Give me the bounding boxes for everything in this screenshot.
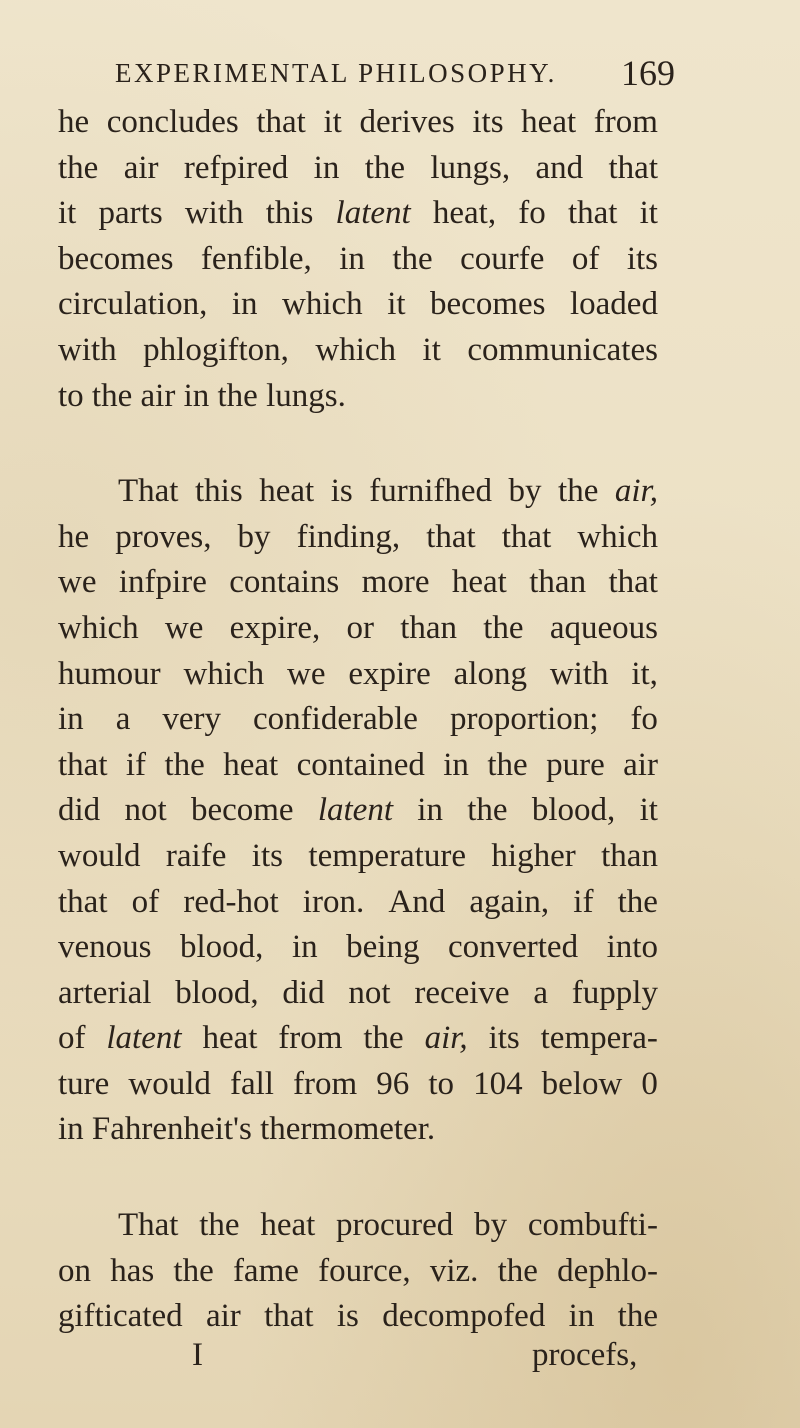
word: contains [229,564,340,601]
word: if [125,746,147,783]
word: fupply [571,974,658,1011]
word: procured [336,1207,454,1244]
word: which [58,609,139,646]
word: latent [317,792,393,829]
word: heat [202,1020,258,1057]
word: in [58,1111,84,1148]
word: loaded [569,286,658,323]
text-line [58,469,658,515]
word: parts [98,195,163,232]
word: by [474,1207,508,1244]
word: fame [232,1252,299,1289]
word: that [501,518,552,555]
word: fall [229,1065,274,1102]
running-title: EXPERIMENTAL PHILOSOPHY. [115,58,557,88]
word: That [118,473,179,510]
word: the [164,746,205,783]
word: a [115,701,131,738]
word: in [339,240,365,277]
paragraph [58,1203,658,1340]
word: heat [259,473,315,510]
word: latent [335,195,411,232]
word: heat [451,564,507,601]
text-line [58,328,658,374]
word: refpired [183,149,289,186]
word: dephlo- [557,1252,658,1289]
text-line [58,1016,658,1062]
word: not [124,792,167,829]
word: thermometer. [260,1111,436,1148]
word: that [567,195,618,232]
word: which [577,518,658,555]
word: pure [546,746,605,783]
text-line [58,1203,658,1249]
text-line [58,100,658,146]
text-line [58,146,658,192]
word: courfe [460,240,545,277]
word: become [190,792,294,829]
word: heat [260,1207,316,1244]
word: the [199,1207,240,1244]
word: its [626,240,658,277]
text-line [58,925,658,971]
word: its [488,1020,520,1057]
word: temperature [308,837,466,874]
word: would [58,837,141,874]
word: venous [58,929,152,966]
word: that [608,149,658,186]
word: this [265,195,314,232]
word: did [282,974,325,1011]
word: being [346,929,420,966]
word: in [417,792,443,829]
word: it [639,195,658,232]
word: the [364,149,406,186]
word: did [58,792,101,829]
text-line [58,560,658,606]
text-line [58,743,658,789]
word: the [483,609,524,646]
word: air [623,746,658,783]
word: ture [58,1065,110,1102]
word: that [256,104,306,140]
word: 104 [473,1065,523,1102]
word: concludes [106,104,239,140]
word: raife [165,837,227,874]
text-line [58,1107,658,1153]
word: if [573,883,594,920]
word: arterial [58,974,152,1011]
word: that [608,564,658,601]
text-line [58,374,658,420]
word: air [123,149,159,186]
word: the [58,149,99,186]
text-line [58,971,658,1017]
word: in [183,377,210,414]
word: it [639,792,658,829]
word: becomes [430,286,546,323]
word: becomes [58,240,174,277]
word: infpire [118,564,207,601]
word: is [336,1298,359,1335]
word: confiderable [253,701,418,738]
word: furnifhed [369,473,493,510]
word: not [348,974,391,1011]
word: the [363,1020,404,1057]
word: from [278,1020,343,1057]
word: on [58,1252,91,1289]
word: the [487,746,528,783]
text-line [58,1062,658,1108]
word: it, [631,655,658,692]
word: that [264,1298,314,1335]
word: proportion; [449,701,599,738]
word: the [467,792,508,829]
word: lungs, [430,149,511,186]
text-line [58,788,658,834]
word: lungs. [266,377,346,414]
word: heat, [432,195,497,232]
word: the [617,883,658,920]
word: very [162,701,221,738]
word: again, [469,883,550,920]
word: its [472,104,504,140]
word: of [58,1020,86,1057]
word: air [140,377,176,414]
word: from [293,1065,358,1102]
word: that [58,746,108,783]
word: And [388,883,446,920]
word: he [58,518,90,555]
word: we [164,609,204,646]
word: heat [223,746,279,783]
word: a [533,974,549,1011]
word: the [91,377,133,414]
word: in [313,149,340,186]
word: to [428,1065,455,1102]
word: it [422,331,441,368]
word: latent [106,1020,182,1057]
word: we [287,655,326,692]
word: finding, [296,518,401,555]
word: humour [58,655,161,692]
word: viz. [429,1252,479,1289]
word: blood, [180,929,264,966]
text-line [58,606,658,652]
word: it [387,286,406,323]
word: in [568,1298,595,1335]
word: 96 [376,1065,410,1102]
word: to [58,377,84,414]
word: more [361,564,430,601]
word: in [58,701,84,738]
word: or [346,609,374,646]
text-line [58,282,658,328]
word: in [443,746,469,783]
word: tempera- [540,1020,658,1057]
word: heat [521,104,577,140]
word: proves, [115,518,212,555]
word: its [251,837,283,874]
word: expire, [229,609,321,646]
word: in [291,929,318,966]
word: communicates [467,331,658,368]
paragraph [58,469,658,1153]
word: would [128,1065,211,1102]
word: by [237,518,271,555]
word: air, [614,473,658,510]
text-line [58,652,658,698]
word: iron. [302,883,365,920]
word: he [58,104,90,140]
word: derives [359,104,455,140]
word: is [330,473,353,510]
signature-mark: I [192,1337,203,1373]
word: from [593,104,658,140]
word: Fahrenheit's [91,1111,252,1148]
word: fo [518,195,546,232]
body-text [58,100,658,1340]
word: combufti- [527,1207,658,1244]
catchword: procefs, [532,1337,638,1373]
word: than [400,609,458,646]
word: we [58,564,97,601]
word: this [195,473,243,510]
word: air [205,1298,241,1335]
word: gifticated [58,1298,183,1335]
word: which [183,655,265,692]
word: which [315,331,397,368]
word: blood, [175,974,259,1011]
text-line [58,515,658,561]
word: converted [447,929,579,966]
word: has [110,1252,155,1289]
word: contained [296,746,425,783]
word: the [617,1298,658,1335]
running-head [115,52,675,102]
word: phlogifton, [143,331,289,368]
word: of [571,240,600,277]
word: 0 [641,1065,658,1102]
word: the [497,1252,538,1289]
text-line [58,880,658,926]
word: along [453,655,527,692]
word: below [541,1065,623,1102]
page-number: 169 [621,53,675,93]
word: into [606,929,658,966]
text-line [58,697,658,743]
word: fenfible, [200,240,312,277]
word: the [173,1252,214,1289]
word: of [131,883,160,920]
word: that [426,518,476,555]
word: which [282,286,363,323]
word: by [508,473,542,510]
word: circulation, [58,286,208,323]
word: than [529,564,587,601]
word: the [558,473,599,510]
text-line [58,191,658,237]
word: That [118,1207,179,1244]
text-line [58,237,658,283]
word: that [58,883,108,920]
word: the [392,240,433,277]
word: with [549,655,609,692]
paragraph [58,100,658,419]
word: it [58,195,77,232]
word: in [231,286,258,323]
word: than [601,837,658,874]
page-footer [0,1332,800,1378]
word: receive [414,974,510,1011]
word: with [58,331,117,368]
word: fource, [318,1252,411,1289]
word: red-hot [183,883,279,920]
text-line [58,1249,658,1295]
word: blood, [531,792,616,829]
text-line [58,834,658,880]
word: air, [424,1020,468,1057]
word: it [323,104,342,140]
word: expire [348,655,431,692]
word: and [535,149,584,186]
word: decompofed [382,1298,546,1335]
word: higher [491,837,576,874]
word: the [217,377,258,414]
word: with [184,195,244,232]
word: fo [630,701,658,738]
word: aqueous [549,609,658,646]
